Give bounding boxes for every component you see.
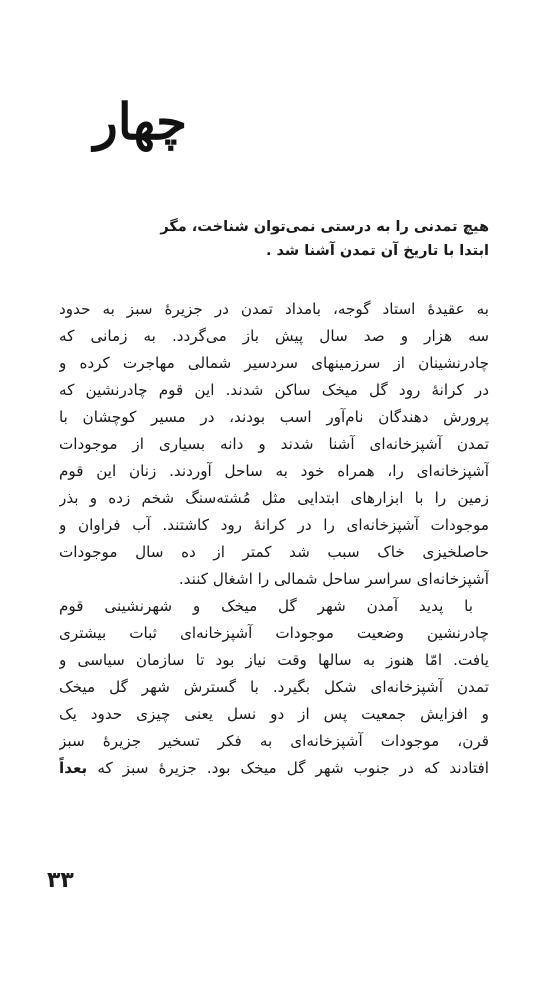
text-line: و افزایش جمعیت پس از دو نسل یعنی چیزی حدود یک	[59, 705, 489, 723]
text-line: حاصلخیزی خاک سبب شد کمتر از ده سال موجودات	[59, 543, 489, 561]
page-number: ۳۳	[47, 868, 74, 893]
text-line: چادرنشین وضعیت موجودات آشپزخانه‌ای ثبات بیشتری	[59, 624, 489, 642]
text-line: در کرانهٔ رود گل میخک ساکن شدند. این قوم چادرنشین که	[59, 381, 489, 399]
epigraph-line: هیچ تمدنی را به درستی نمی‌توان شناخت، مگر	[160, 219, 489, 235]
text-line: تمدن آشپزخانه‌ای آشنا شدند و دانه بسیاری از موجودات	[59, 435, 489, 453]
text-line: پرورش دهندگان نام‌آور اسب بودند، در مسیر کوچشان با	[59, 408, 489, 426]
text-line: یافت. امّا هنوز به سالها وقت نیاز بود تا سازمان سیاسی و	[59, 651, 489, 669]
text-line: قرن، موجودات آشپزخانه‌ای به فکر تسخیر جزیرهٔ سبز	[59, 732, 489, 750]
epigraph-line: ابتدا با تاریخ آن تمدن آشنا شد .	[265, 243, 489, 259]
text-line: سه هزار و صد سال پیش باز می‌گردد. به زمانی که	[59, 327, 489, 345]
text-line: موجودات آشپزخانه‌ای را در کرانهٔ رود کاشتند. آب فراوان و	[59, 516, 489, 534]
bold-word: بعداً	[59, 759, 88, 777]
text-line: آشپزخانه‌ای سراسر ساحل شمالی را اشغال کنند.	[178, 570, 489, 588]
text-line: چادرنشینان از سرزمینهای سردسیر شمالی مهاجرت کرده و	[59, 354, 489, 372]
chapter-title: چهار	[93, 92, 187, 151]
epigraph	[129, 215, 489, 263]
text-line: با پدید آمدن شهر گل میخک و شهرنشینی قوم	[59, 597, 473, 615]
text-line	[59, 755, 489, 782]
text-line: تمدن آشپزخانه‌ای شکل بگیرد. با گسترش شهر گل میخک	[59, 678, 489, 696]
text-line-content: افتادند که در جنوب شهر گل میخک بود. جزیرهٔ سبز که	[97, 759, 489, 777]
text-line: به عقیدهٔ استاد گوجه، بامداد تمدن در جزیرهٔ سبز به حدود	[59, 300, 489, 318]
text-line: آشپزخانه‌ای را، همراه خود به ساحل آوردند. زنان این قوم	[59, 462, 489, 480]
text-line: زمین را با ابزارهای ابتدایی مثل مُشته‌سنگ شخم زده و بذر	[59, 489, 489, 507]
body-text	[59, 296, 489, 782]
